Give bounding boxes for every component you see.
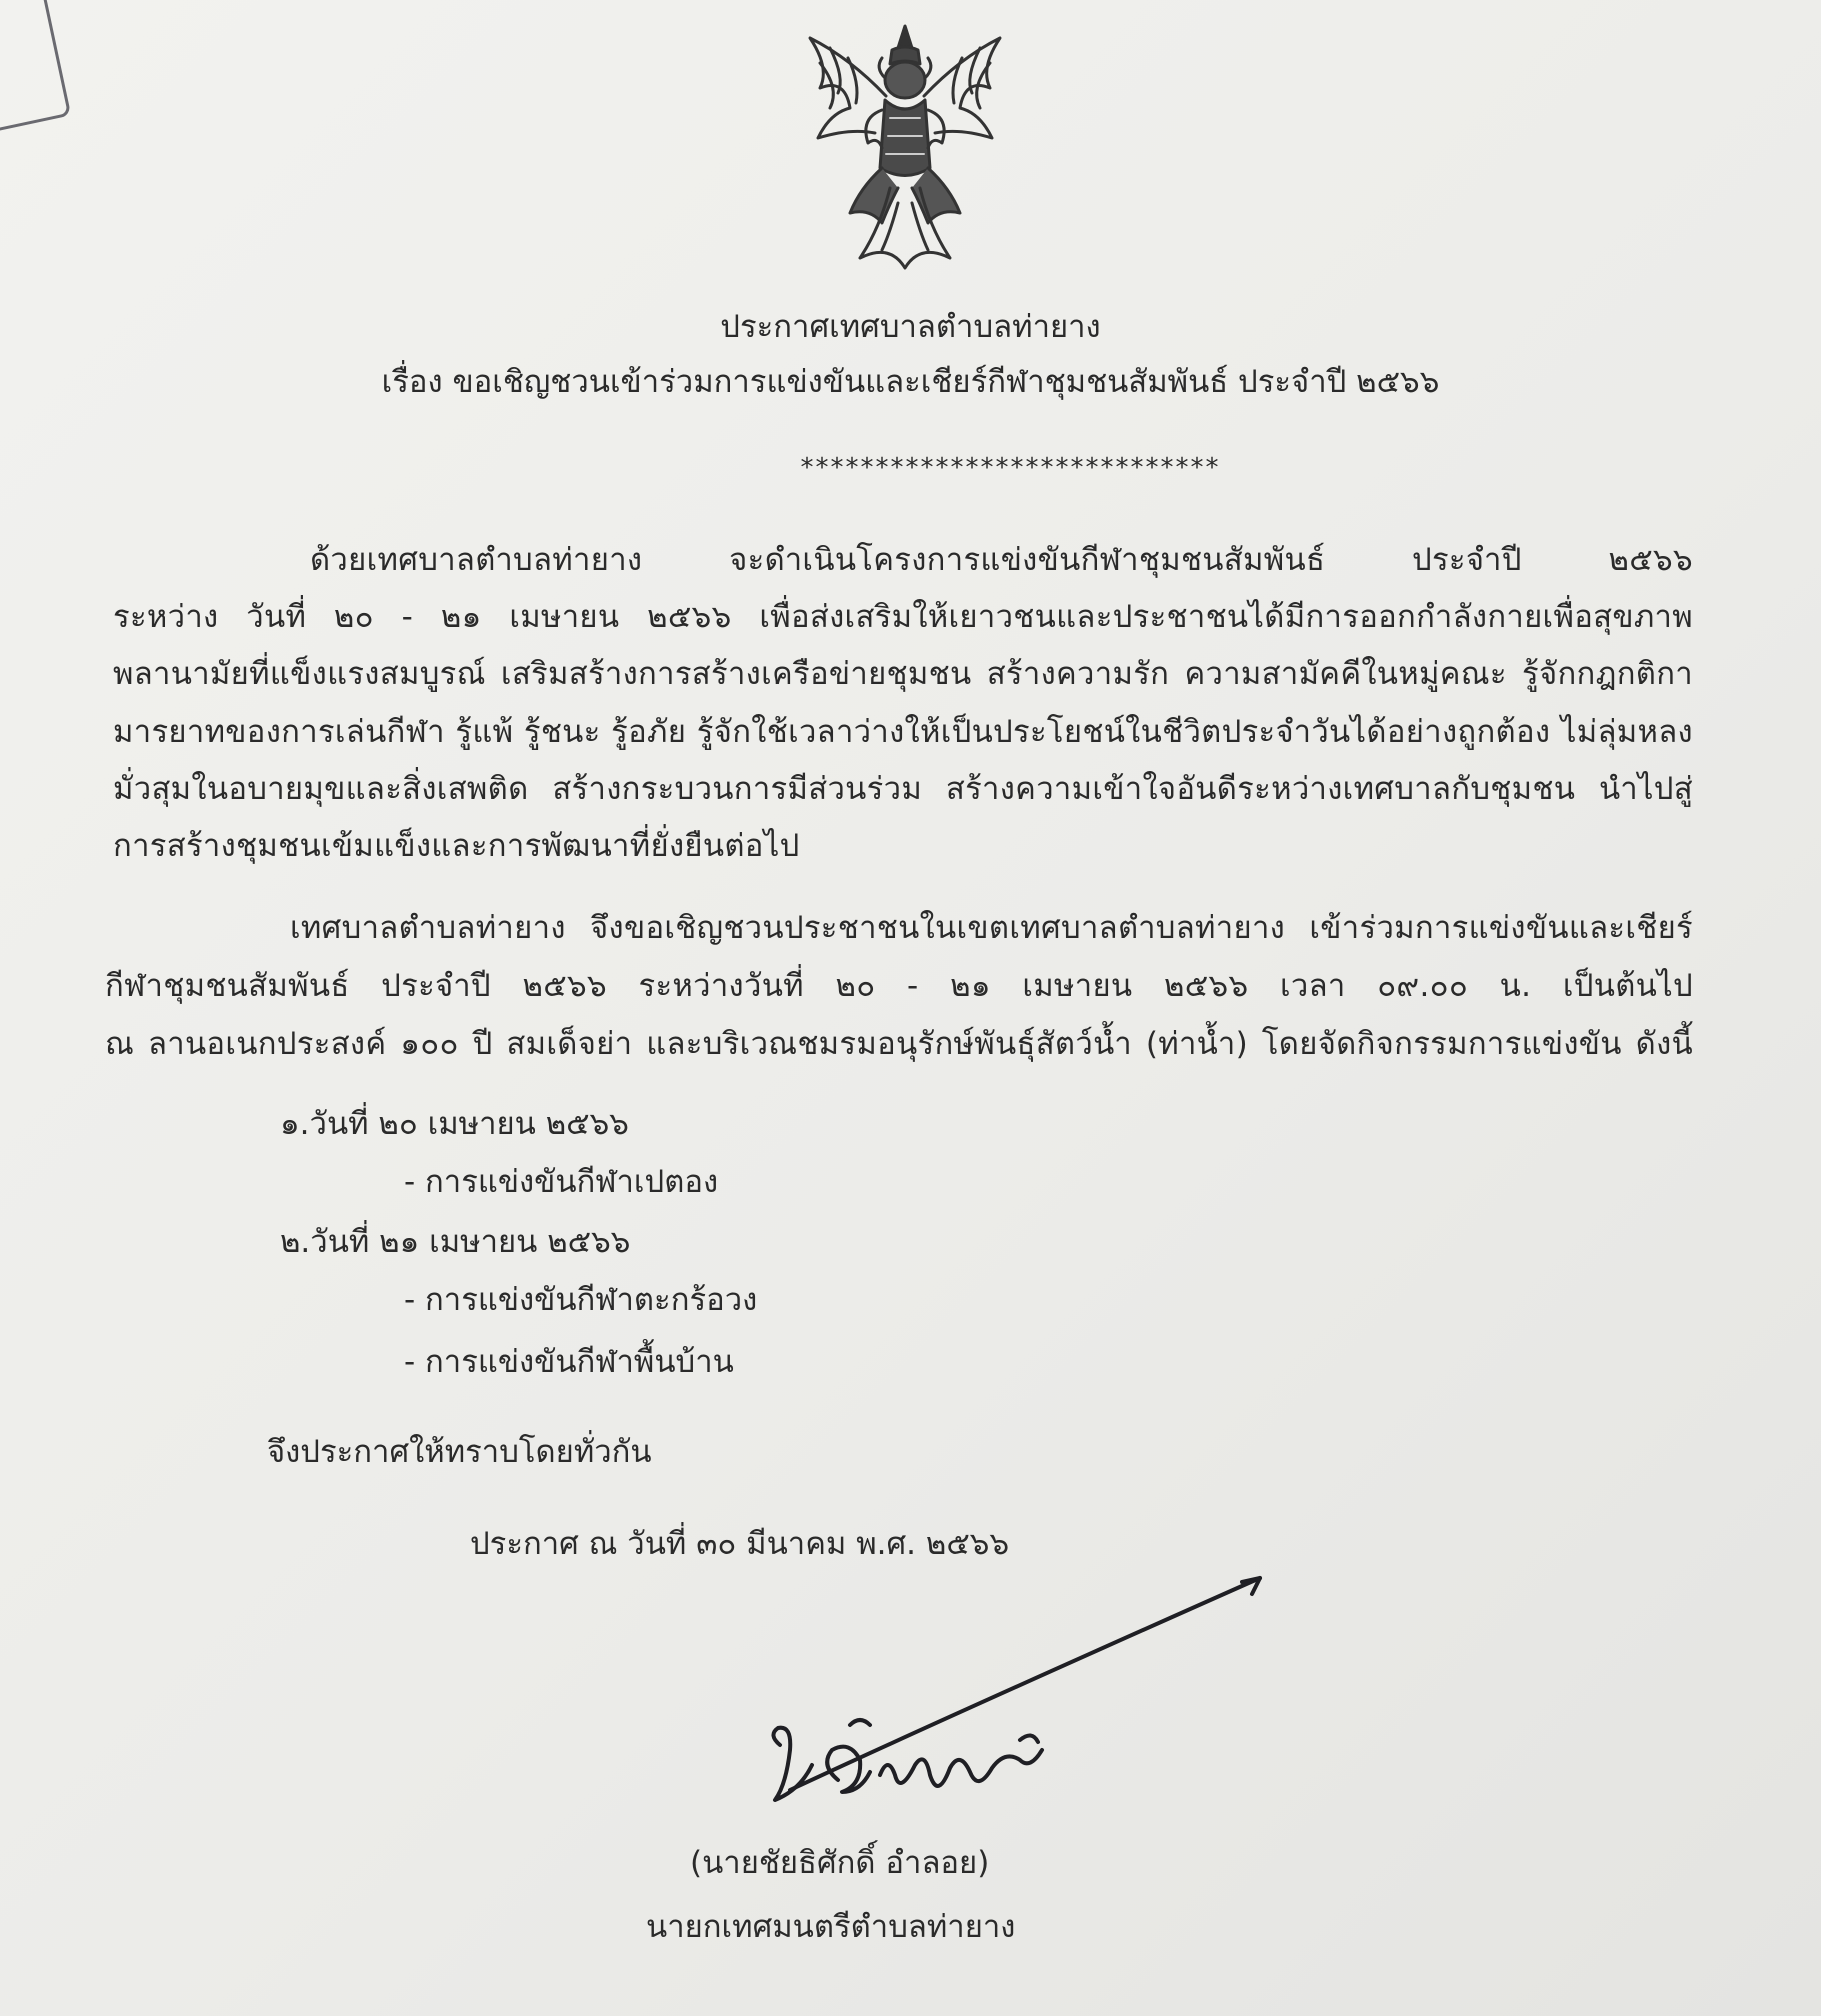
- signer-name: (นายชัยธิศักดิ์ อำลอย): [690, 1845, 990, 1881]
- para1-line-2: ระหว่าง วันที่ ๒๐ - ๒๑ เมษายน ๒๕๖๖ เพื่อส่งเสริมให้เยาวชนและประชาชนได้มีการออกกำลังกายเพื่อสุขภาพ: [113, 599, 1693, 635]
- announcement-date: ประกาศ ณ วันที่ ๓๐ มีนาคม พ.ศ. ๒๕๖๖: [470, 1526, 1010, 1562]
- separator-stars: ****************************: [800, 453, 1221, 483]
- para2-line-1: เทศบาลตำบลท่ายาง จึงขอเชิญชวนประชาชนในเขตเทศบาลตำบลท่ายาง เข้าร่วมการแข่งขันและเชียร์: [290, 910, 1693, 946]
- schedule-day-1-event-1: - การแข่งขันกีฬาเปตอง: [404, 1164, 719, 1200]
- para1-line-4: มารยาทของการเล่นกีฬา รู้แพ้ รู้ชนะ รู้อภัย รู้จักใช้เวลาว่างให้เป็นประโยชน์ในชีวิตประจำวันได้อย่างถูกต้อง ไม่ลุ่มหลง: [113, 714, 1693, 750]
- org-title: ประกาศเทศบาลตำบลท่ายาง: [720, 309, 1101, 345]
- schedule-day-1: ๑.วันที่ ๒๐ เมษายน ๒๕๖๖: [280, 1106, 629, 1142]
- para2-line-2: กีฬาชุมชนสัมพันธ์ ประจำปี ๒๕๖๖ ระหว่างวันที่ ๒๐ - ๒๑ เมษายน ๒๕๖๖ เวลา ๐๙.๐๐ น. เป็นต้นไป: [105, 968, 1693, 1004]
- signer-position: นายกเทศมนตรีตำบลท่ายาง: [646, 1909, 1016, 1945]
- para2-line-3: ณ ลานอเนกประสงค์ ๑๐๐ ปี สมเด็จย่า และบริเวณชมรมอนุรักษ์พันธุ์สัตว์น้ำ (ท่าน้ำ) โดยจัดกิจกรรมการแข่งขัน ดังนี้: [105, 1026, 1693, 1062]
- schedule-day-2: ๒.วันที่ ๒๑ เมษายน ๒๕๖๖: [280, 1224, 631, 1260]
- para1-line-3: พลานามัยที่แข็งแรงสมบูรณ์ เสริมสร้างการสร้างเครือข่ายชุมชน สร้างความรัก ความสามัคคีในหมู่คณะ รู้จักกฎกติกา: [113, 656, 1693, 692]
- closing-line: จึงประกาศให้ทราบโดยทั่วกัน: [267, 1434, 652, 1470]
- subject-line: เรื่อง ขอเชิญชวนเข้าร่วมการแข่งขันและเชียร์กีฬาชุมชนสัมพันธ์ ประจำปี ๒๕๖๖: [381, 364, 1440, 400]
- schedule-day-2-event-1: - การแข่งขันกีฬาตะกร้อวง: [404, 1282, 758, 1318]
- para1-line-1: ด้วยเทศบาลตำบลท่ายาง จะดำเนินโครงการแข่งขันกีฬาชุมชนสัมพันธ์ ประจำปี ๒๕๖๖: [310, 542, 1693, 578]
- schedule-day-2-event-2: - การแข่งขันกีฬาพื้นบ้าน: [404, 1344, 734, 1380]
- handwritten-signature: [720, 1560, 1280, 1820]
- corner-stamp-mark: [0, 0, 71, 133]
- para1-line-5: มั่วสุมในอบายมุขและสิ่งเสพติด สร้างกระบวนการมีส่วนร่วม สร้างความเข้าใจอันดีระหว่างเทศบาลกับชุมชน นำไปสู่: [113, 771, 1693, 807]
- garuda-emblem-icon: [790, 18, 1020, 278]
- para1-line-6: การสร้างชุมชนเข้มแข็งและการพัฒนาที่ยั่งยืนต่อไป: [113, 828, 800, 864]
